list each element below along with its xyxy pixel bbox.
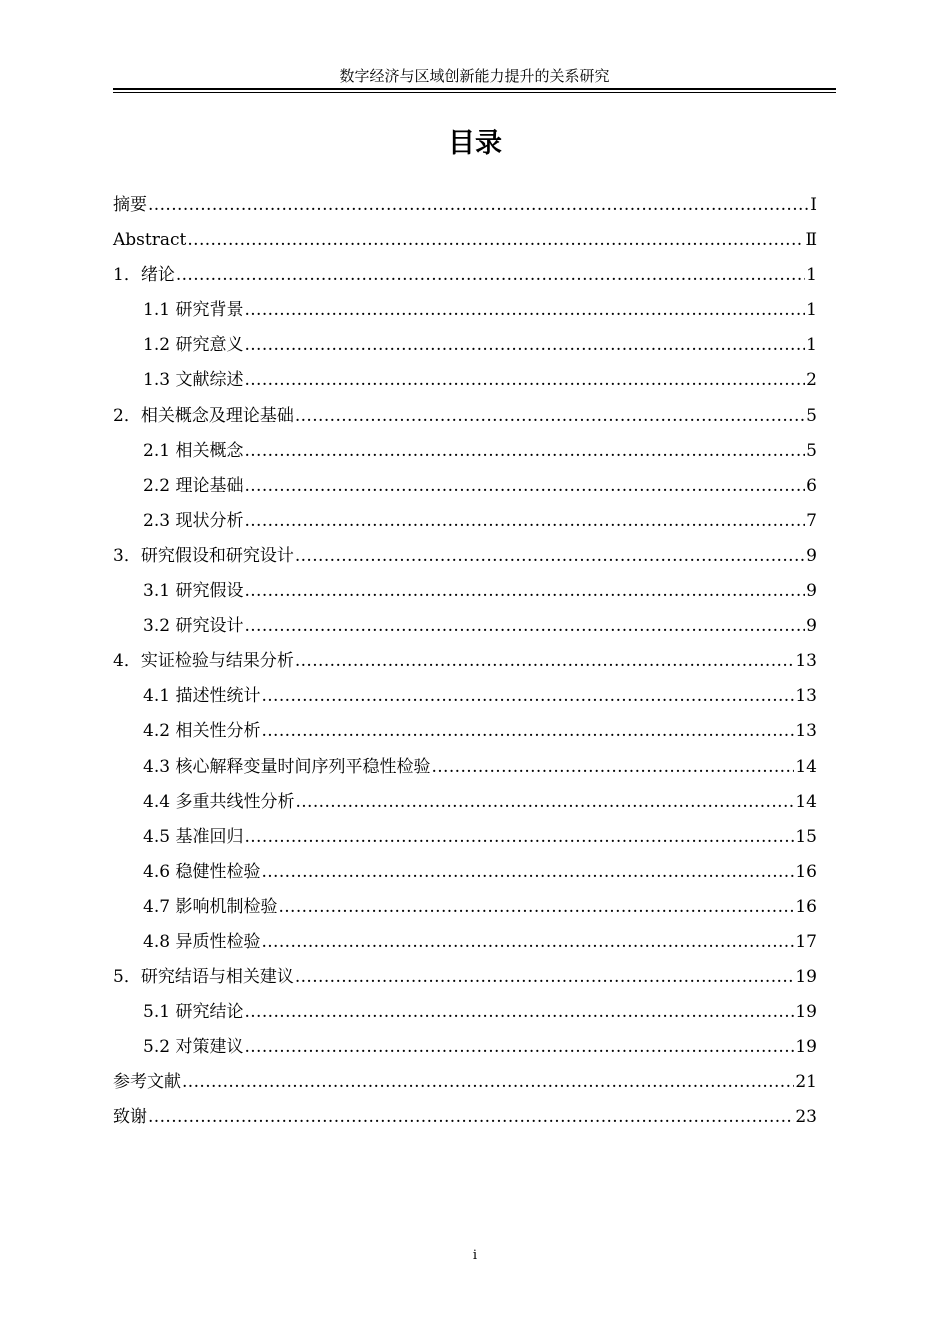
toc-leader-dots <box>244 363 805 398</box>
toc-entry[interactable] <box>113 328 817 363</box>
toc-leader-dots <box>261 855 794 890</box>
toc-entry-page: 9 <box>806 545 817 566</box>
toc-entry-label: 2.1 相关概念 <box>143 440 244 461</box>
toc-entry[interactable] <box>113 434 817 469</box>
toc-entry[interactable] <box>113 750 817 785</box>
toc-entry-page: Ⅰ <box>810 195 817 215</box>
toc-leader-dots <box>261 679 794 714</box>
toc-leader-dots <box>244 574 805 609</box>
toc-entry-page: 5 <box>806 440 817 461</box>
header-rule-thin <box>113 92 836 93</box>
toc-entry[interactable] <box>113 293 817 328</box>
toc-entry[interactable] <box>113 1065 817 1100</box>
toc-leader-dots <box>244 434 805 469</box>
toc-entry-label: 3．研究假设和研究设计 <box>113 545 294 566</box>
toc-entry-label: 1.1 研究背景 <box>143 300 244 321</box>
toc-entry-page: 5 <box>806 405 817 426</box>
toc-leader-dots <box>176 258 805 293</box>
toc-entry-label: Abstract <box>113 230 187 251</box>
toc-entry[interactable] <box>113 925 817 960</box>
toc-entry[interactable] <box>113 1030 817 1065</box>
toc-entry-label: 1.3 文献综述 <box>143 370 244 391</box>
toc-entry[interactable] <box>113 785 817 820</box>
toc-entry[interactable] <box>113 644 817 679</box>
toc-entry-page: 6 <box>806 475 817 496</box>
toc-entry-label: 5.2 对策建议 <box>143 1037 244 1058</box>
toc-entry[interactable] <box>113 504 817 539</box>
toc-entry-label: 4.1 描述性统计 <box>143 686 261 707</box>
toc-entry-label: 4.3 核心解释变量时间序列平稳性检验 <box>143 756 431 777</box>
toc-entry-page: 9 <box>806 581 817 602</box>
table-of-contents <box>113 188 817 1136</box>
toc-leader-dots <box>244 504 805 539</box>
toc-entry-page: 21 <box>795 1072 817 1093</box>
toc-entry[interactable] <box>113 1100 817 1135</box>
toc-entry[interactable] <box>113 609 817 644</box>
toc-entry[interactable] <box>113 714 817 749</box>
toc-entry[interactable] <box>113 679 817 714</box>
toc-leader-dots <box>244 469 805 504</box>
toc-entry[interactable] <box>113 890 817 925</box>
toc-leader-dots <box>295 539 805 574</box>
toc-leader-dots <box>244 328 805 363</box>
toc-entry-label: 5.1 研究结论 <box>143 1002 244 1023</box>
toc-entry-label: 1.2 研究意义 <box>143 335 244 356</box>
toc-entry-label: 1．绪论 <box>113 265 175 286</box>
running-header: 数字经济与区域创新能力提升的关系研究 <box>339 67 610 85</box>
toc-leader-dots <box>148 188 809 223</box>
toc-entry-label: 4.6 稳健性检验 <box>143 861 261 882</box>
toc-entry-page: Ⅱ <box>805 230 817 251</box>
toc-entry[interactable] <box>113 258 817 293</box>
toc-leader-dots <box>295 399 805 434</box>
toc-entry-label: 5．研究结语与相关建议 <box>113 967 294 988</box>
toc-entry[interactable] <box>113 574 817 609</box>
toc-entry-label: 2.3 现状分析 <box>143 510 244 531</box>
toc-entry-page: 14 <box>795 756 817 777</box>
toc-entry-label: 2．相关概念及理论基础 <box>113 405 294 426</box>
toc-entry-label: 4.8 异质性检验 <box>143 931 261 952</box>
page-title: 目录 <box>448 128 502 159</box>
toc-entry-label: 4.5 基准回归 <box>143 826 244 847</box>
toc-entry-page: 13 <box>795 651 817 672</box>
toc-entry-page: 19 <box>795 1037 817 1058</box>
toc-leader-dots <box>244 609 805 644</box>
toc-entry-page: 13 <box>795 686 817 707</box>
toc-entry-label: 摘要 <box>113 195 147 215</box>
toc-leader-dots <box>278 890 794 925</box>
toc-entry-label: 3.2 研究设计 <box>143 616 244 637</box>
toc-entry-page: 1 <box>806 335 817 356</box>
toc-entry-label: 4.2 相关性分析 <box>143 721 261 742</box>
toc-entry-page: 16 <box>795 896 817 917</box>
toc-entry-page: 15 <box>795 826 817 847</box>
toc-entry-label: 4．实证检验与结果分析 <box>113 651 294 672</box>
toc-entry[interactable] <box>113 820 817 855</box>
toc-entry[interactable] <box>113 469 817 504</box>
toc-leader-dots <box>244 995 794 1030</box>
toc-leader-dots <box>244 820 794 855</box>
toc-entry[interactable] <box>113 363 817 398</box>
toc-entry-label: 4.7 影响机制检验 <box>143 896 278 917</box>
toc-entry-label: 致谢 <box>113 1107 147 1128</box>
toc-leader-dots <box>244 293 805 328</box>
toc-entry-label: 3.1 研究假设 <box>143 581 244 602</box>
toc-entry-page: 19 <box>795 1002 817 1023</box>
toc-entry-label: 2.2 理论基础 <box>143 475 244 496</box>
toc-leader-dots <box>295 644 795 679</box>
toc-leader-dots <box>295 960 795 995</box>
toc-entry-page: 13 <box>795 721 817 742</box>
toc-entry-page: 2 <box>806 370 817 391</box>
header-rule-thick <box>113 88 836 90</box>
toc-entry[interactable] <box>113 223 817 258</box>
toc-entry-page: 17 <box>795 931 817 952</box>
toc-leader-dots <box>244 1030 794 1065</box>
toc-entry-page: 14 <box>795 791 817 812</box>
toc-entry-page: 16 <box>795 861 817 882</box>
toc-entry[interactable] <box>113 855 817 890</box>
toc-entry-page: 1 <box>806 265 817 286</box>
toc-leader-dots <box>187 223 804 258</box>
page-number: i <box>472 1248 478 1263</box>
toc-entry[interactable] <box>113 960 817 995</box>
toc-entry-page: 9 <box>806 616 817 637</box>
toc-entry-page: 1 <box>806 300 817 321</box>
toc-entry-label: 4.4 多重共线性分析 <box>143 791 295 812</box>
toc-entry-page: 7 <box>806 510 817 531</box>
toc-entry-page: 19 <box>795 967 817 988</box>
toc-entry-label: 参考文献 <box>113 1072 181 1093</box>
toc-leader-dots <box>182 1065 794 1100</box>
toc-leader-dots <box>431 750 794 785</box>
toc-entry[interactable] <box>113 188 817 223</box>
toc-entry-page: 23 <box>795 1107 817 1128</box>
toc-leader-dots <box>261 714 794 749</box>
toc-leader-dots <box>295 785 794 820</box>
toc-entry[interactable] <box>113 399 817 434</box>
toc-leader-dots <box>261 925 794 960</box>
toc-entry[interactable] <box>113 995 817 1030</box>
toc-entry[interactable] <box>113 539 817 574</box>
toc-leader-dots <box>148 1100 794 1135</box>
